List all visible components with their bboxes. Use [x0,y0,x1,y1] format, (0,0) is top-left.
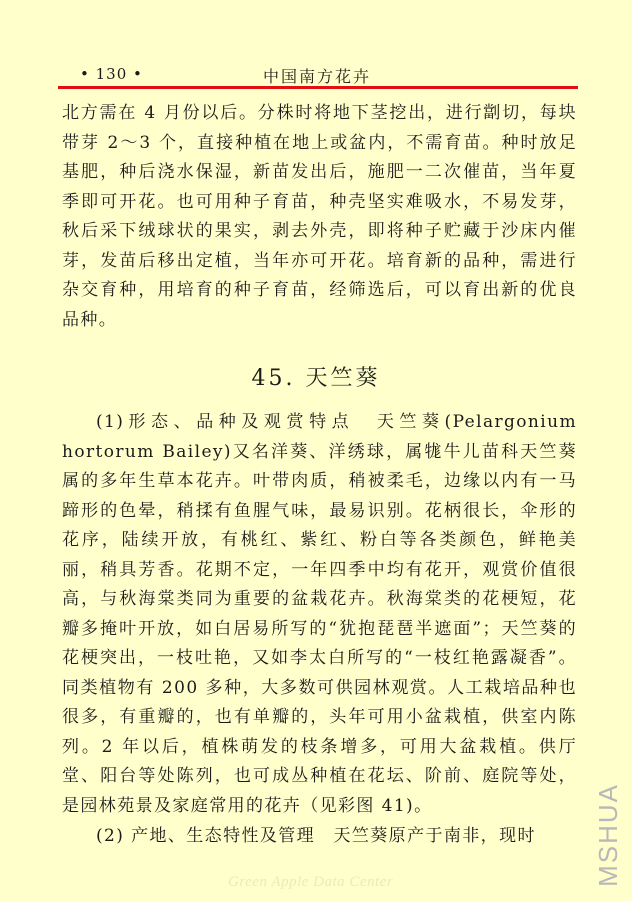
section-heading: 45. 天竺葵 [251,366,381,391]
page-header [58,60,578,84]
running-header-title: 中国南方花卉 [263,67,372,86]
footer-watermark: Green Apple Data Center [228,874,394,890]
continued-paragraph: 北方需在 4 月份以后。分株时将地下茎挖出，进行劏切，每块带芽 2～3 个，直接种植在地上或盆内，不需育苗。种时放足基肥，种后浇水保湿，新苗发出后，施肥一二次催苗，当年夏季即可开花。也可用种子育苗，种壳坚实难吸水，不易发芽，秋后采下绒球状的果实，剥去外壳，即将种子贮藏于沙床内催芽，发苗后移出定植，当年亦可开花。培育新的品种，需进行杂交育种，用培育的种子育苗，经筛选后，可以育出新的优良品种。 [62,103,577,330]
header-rule-line [58,86,578,89]
side-watermark: MSHUA [593,783,623,887]
paragraph-morphology: (1)形态、品种及观赏特点 天竺葵(Pelargonium hortorum Bailey)又名洋葵、洋绣球，属牻牛儿苗科天竺葵属的多年生草本花卉。叶带肉质，稍被柔毛，边缘以内有一马蹄形的色晕，稍揉有鱼腥气味，最易识别。花柄很长，伞形的花序，陆续开放，有桃红、紫红、粉白等各类颜色，鲜艳美丽，稍具芳香。花期不定，一年四季中均有花开，观赏价值很高，与秋海棠类同为重要的盆栽花卉。秋海棠类的花梗短，花瓣多掩叶开放，如白居易所写的“犹抱琵琶半遮面”；天竺葵的花梗突出，一枝吐艳，又如李太白所写的“一枝红艳露凝香”。同类植物有 200 多种，大多数可供园林观赏。人工栽培品种也很多，有重瓣的，也有单瓣的，头年可用小盆栽植，供室内陈列。2 年以后，植株萌发的枝条增多，可用大盆栽植。供厅堂、阳台等处陈列，也可成丛种植在花坛、阶前、庭院等处，是园林苑景及家庭常用的花卉（见彩图 41)。 [62,412,577,816]
page-number: • 130 • [80,65,143,83]
paragraph-habitat: (2) 产地、生态特性及管理 天竺葵原产于南非，现时 [96,826,536,846]
